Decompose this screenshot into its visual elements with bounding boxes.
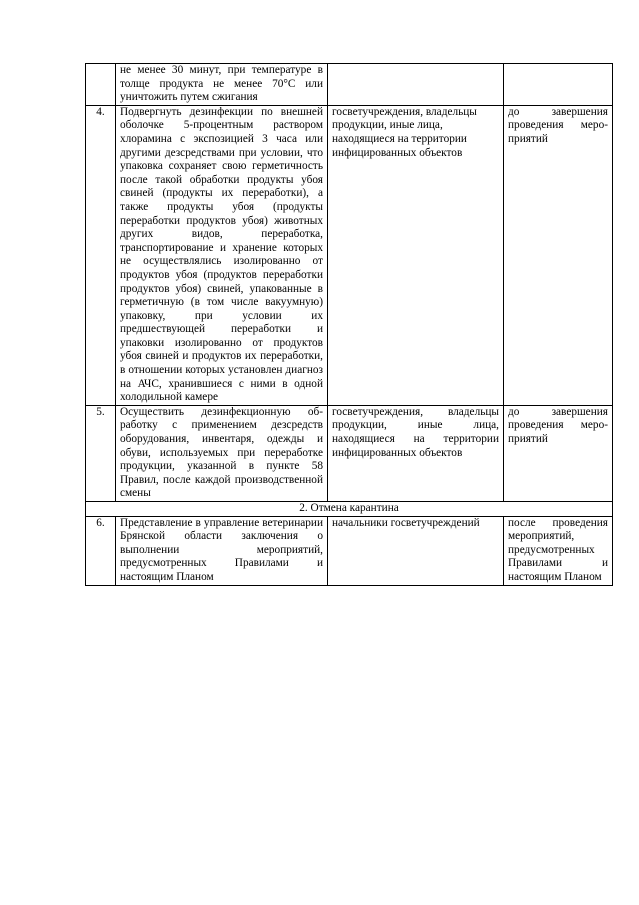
- row-action: не менее 30 минут, при температуре в толще продукта не менее 70°С или уничтожить путем сжигания: [116, 64, 328, 106]
- section-heading: 2. Отмена карантина: [86, 502, 613, 517]
- row-action: Представление в управление ветеринарии Брянской области заключения о выполнении мероприятий, предусмотренных Правилами и настоящим Планом: [116, 516, 328, 585]
- row-term: до завершения проведения мероприятий: [504, 105, 613, 405]
- row-number: 5.: [86, 405, 116, 501]
- table-row: [86, 405, 613, 501]
- row-responsible: начальники госветучреждений: [328, 516, 504, 585]
- row-term: до завершения проведения мероприятий: [504, 405, 613, 501]
- row-number: 4.: [86, 105, 116, 405]
- row-responsible: госветучреждения, владельцы продукции, иные лица, находящиеся на территории инфицированных объектов: [328, 105, 504, 405]
- row-responsible: госветучреждения, владельцы продукции, иные лица, находящиеся на территории инфицированных объектов: [328, 405, 504, 501]
- row-action: Подвергнуть дезинфекции по внешней оболочке 5-процентным раствором хлорамина с экспозицией 3 часа или другими дезсредствами при условии, что упаковка сохраняет свою герметичность после такой обработки продукты убоя свиней (продукты их переработки), а также продукты убоя (продукты переработки продуктов убоя) животных других видов, переработка, транспортирование и хранение которых не осуществлялись изолированно от продуктов убоя (продуктов переработки продуктов убоя) свиней, упакованные в герметичную (в том числе вакуумную) упаковку, при условии их предшествующей переработки и упаковки изолированно от продуктов убоя свиней и продуктов их переработки, в отношении которых установлен диагноз на АЧС, хранившиеся с ними в одной холодильной камере: [116, 105, 328, 405]
- quarantine-plan-table: [85, 63, 613, 586]
- row-number: [86, 64, 116, 106]
- row-responsible: [328, 64, 504, 106]
- row-number: 6.: [86, 516, 116, 585]
- row-term: после проведения мероприятий, предусмотренных Правилами и настоящим Планом: [504, 516, 613, 585]
- section-row: [86, 502, 613, 517]
- table-row: [86, 64, 613, 106]
- row-action: Осуществить дезинфекционную обработку с применением дезсредств оборудования, инвентаря, одежды и обуви, используемых при переработке продукции, указанной в пункте 58 Правил, после каждой производственной смены: [116, 405, 328, 501]
- table-row: [86, 516, 613, 585]
- table-row: [86, 105, 613, 405]
- row-term: [504, 64, 613, 106]
